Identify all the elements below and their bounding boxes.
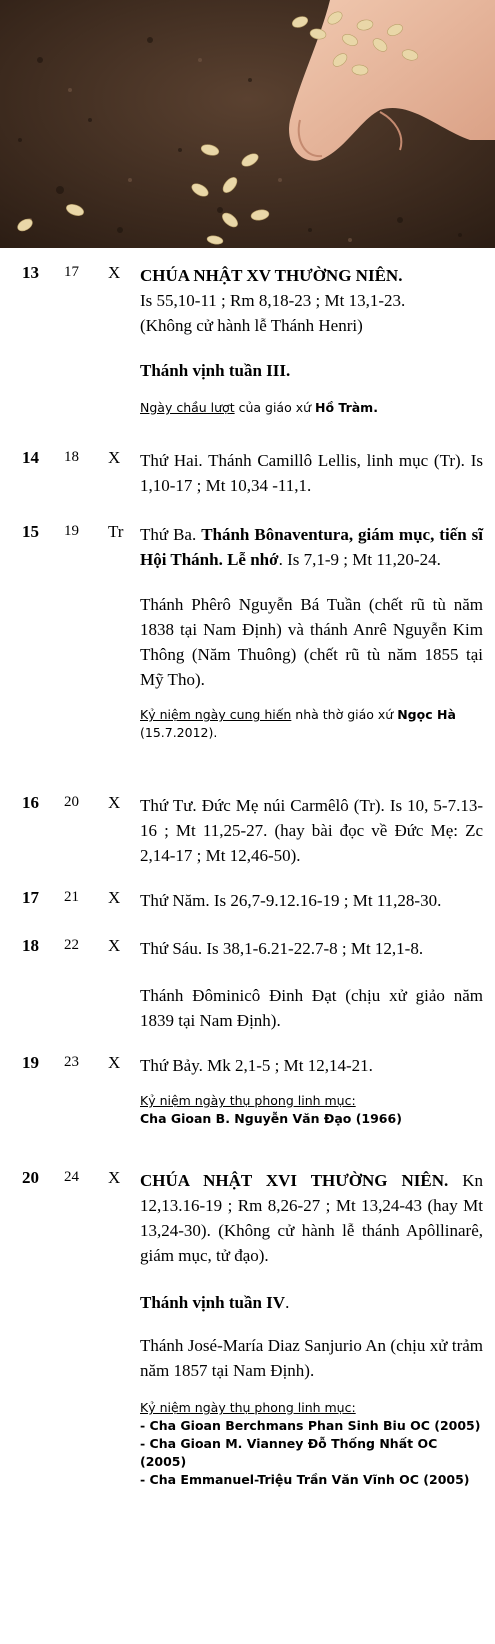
liturgical-color: Tr: [108, 522, 124, 541]
martyr-commemoration: Thánh José-María Diaz Sanjurio An (chịu xử trảm năm 1857 tại Nam Định).: [140, 1336, 483, 1380]
entry-text: [140, 1168, 483, 1268]
liturgical-color: X: [108, 448, 121, 467]
day-number: 20: [22, 1168, 39, 1187]
psalter-label: Thánh vịnh tuần IV: [140, 1293, 286, 1312]
day-number: 18: [22, 936, 39, 955]
adoration-label: Ngày chầu lượt: [140, 400, 235, 415]
liturgical-color: X: [108, 1053, 121, 1072]
entry-body: [140, 936, 483, 1033]
day-number: 19: [22, 1053, 39, 1072]
day-number: 16: [22, 793, 39, 812]
entry-text: [140, 522, 483, 572]
entry-body: [140, 263, 483, 417]
weekday: Thứ Ba.: [140, 525, 202, 544]
parish-name: Ngọc Hà: [397, 707, 456, 722]
priest-name: - Cha Gioan M. Vianney Đỗ Thống Nhất OC (2005): [140, 1436, 438, 1469]
note: (Không cử hành lễ Thánh Henri): [140, 316, 363, 335]
anniversary-label: Kỷ niệm ngày thụ phong linh mục:: [140, 1400, 356, 1415]
adoration-mid: của giáo xứ: [234, 400, 316, 415]
lunar-day: 24: [64, 1169, 79, 1185]
entry-text: Thứ Tư. Đức Mẹ núi Carmêlô (Tr). Is 10, 5-7.13-16 ; Mt 11,25-27. (hay bài đọc về Đức Mẹ: Zc 2,14-17 ; Mt 12,46-50).: [140, 796, 483, 865]
day-number: 13: [22, 263, 39, 282]
psalter-period: .: [285, 1293, 290, 1312]
readings: Kn 12,13.16-19 ; Rm 8,26-27 ; Mt 13,24-43 (hay Mt 13,24-30). (Không cử hành lễ thánh Apôllinarê, giám mục, tử đạo).: [140, 1171, 483, 1265]
anniversary-mid: nhà thờ giáo xứ: [291, 707, 398, 722]
martyr-commemoration: Thánh Đôminicô Đinh Đạt (chịu xử giảo năm 1839 tại Nam Định).: [140, 986, 483, 1030]
entry-body: [140, 793, 483, 868]
psalter-week: Thánh vịnh tuần III.: [140, 361, 291, 380]
lunar-day: 22: [64, 937, 79, 953]
day-number: 14: [22, 448, 39, 467]
lunar-day: 21: [64, 889, 79, 905]
entry-text: Thứ Bảy. Mk 2,1-5 ; Mt 12,14-21.: [140, 1056, 373, 1075]
lunar-day: 18: [64, 449, 79, 465]
entry-body: [140, 448, 483, 498]
saint-memorial: Thánh Bônaventura, giám mục, tiến sĩ Hội Thánh. Lễ nhớ: [140, 525, 483, 569]
entry-body: [140, 888, 483, 913]
entry-text: Thứ Sáu. Is 38,1-6.21-22.7-8 ; Mt 12,1-8.: [140, 939, 424, 958]
liturgical-color: X: [108, 888, 121, 907]
dedication-anniversary: [140, 706, 483, 742]
anniversary-date: (15.7.2012).: [140, 725, 218, 740]
liturgical-color: X: [108, 793, 121, 812]
liturgical-color: X: [108, 263, 121, 282]
entry-text: Thứ Hai. Thánh Camillô Lellis, linh mục (Tr). Is 1,10-17 ; Mt 10,34 -11,1.: [140, 451, 483, 495]
day-number: 17: [22, 888, 39, 907]
feast-title: CHÚA NHẬT XV THƯỜNG NIÊN.: [140, 266, 403, 285]
entry-body: [140, 1053, 483, 1128]
readings: . Is 7,1-9 ; Mt 11,20-24.: [278, 550, 441, 569]
lunar-day: 23: [64, 1054, 79, 1070]
ordination-anniversary: [140, 1092, 483, 1110]
readings: Is 55,10-11 ; Rm 8,18-23 ; Mt 13,1-23.: [140, 291, 406, 310]
day-number: 15: [22, 522, 39, 541]
adoration-note: [140, 399, 483, 417]
priest-name: Cha Gioan B. Nguyễn Văn Đạo (1966): [140, 1111, 402, 1126]
feast-title: CHÚA NHẬT XVI THƯỜNG NIÊN.: [140, 1171, 449, 1190]
psalter-week: [140, 1290, 483, 1315]
priest-name: - Cha Emmanuel-Triệu Trần Văn Vĩnh OC (2005): [140, 1472, 470, 1487]
lunar-day: 20: [64, 794, 79, 810]
entry-body: [140, 522, 483, 742]
liturgical-color: X: [108, 936, 121, 955]
entry-text: Thứ Năm. Is 26,7-9.12.16-19 ; Mt 11,28-30.: [140, 891, 442, 910]
liturgical-color: X: [108, 1168, 121, 1187]
lunar-day: 19: [64, 523, 79, 539]
priest-name: - Cha Gioan Berchmans Phan Sinh Biu OC (2005): [140, 1418, 481, 1433]
header-photo-hand-sowing-seeds: [0, 0, 495, 248]
lunar-day: 17: [64, 264, 79, 280]
martyrs-commemoration: Thánh Phêrô Nguyễn Bá Tuần (chết rũ tù năm 1838 tại Nam Định) và thánh Anrê Nguyễn Kim Thông (Năm Thuông) (chết rũ tù năm 1855 tại Mỹ Tho).: [140, 595, 483, 689]
entry-body: [140, 1168, 483, 1489]
anniversary-label: Kỷ niệm ngày cung hiến: [140, 707, 292, 722]
ordination-anniversary: [140, 1399, 483, 1417]
anniversary-label: Kỷ niệm ngày thụ phong linh mục:: [140, 1093, 356, 1108]
parish-name: Hồ Tràm.: [315, 400, 378, 415]
soil-and-seeds-illustration: [0, 0, 495, 248]
